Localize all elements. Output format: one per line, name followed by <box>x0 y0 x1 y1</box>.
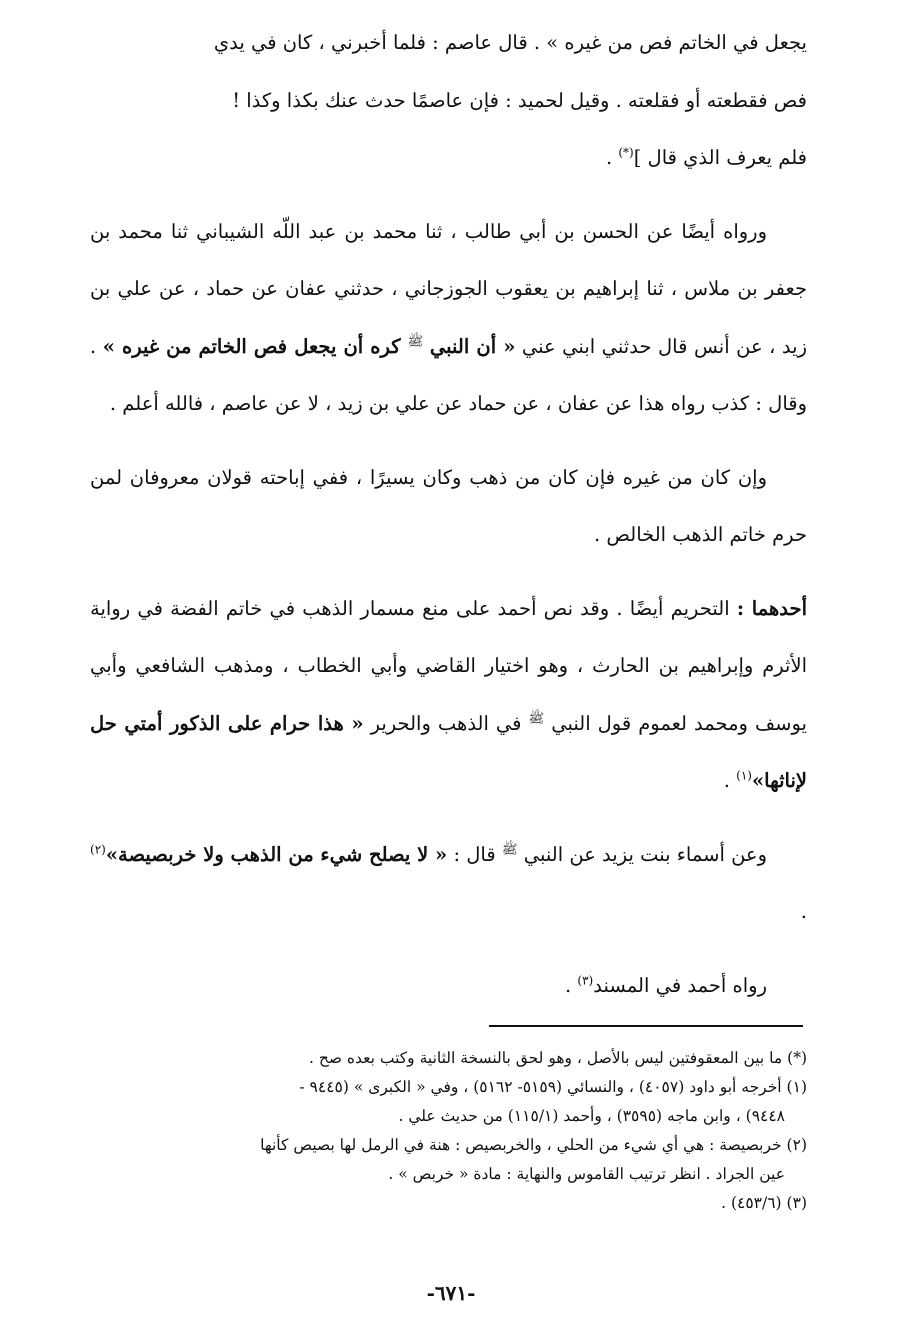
hadith-quote: « لا يصلح شيء من الذهب ولا خربصيصة» <box>105 842 448 866</box>
page-number: -٦٧١- <box>426 1281 476 1305</box>
paragraph-2 <box>90 203 807 433</box>
paragraph-1-line-2: فص فقطعته أو فقلعته . وقيل لحميد : فإن عاصمًا حدث عنك بكذا وكذا ! <box>232 88 807 112</box>
salutation-symbol: ﷺ <box>501 842 518 857</box>
footnote-ref-3: (٣) <box>577 973 594 987</box>
footnote-text: ما بين المعقوفتين ليس بالأصل ، وهو لحق بالنسخة الثانية وكتب بعده صح . <box>308 1049 783 1067</box>
paragraph-5-text-a: وعن أسماء بنت يزيد عن النبي <box>523 842 767 866</box>
footnote-marker: (٢) <box>786 1136 807 1154</box>
paragraph-4-end: . <box>723 769 737 792</box>
footnote-ref-2: (٢) <box>90 842 106 856</box>
hadith-quote-b: كره أن يجعل فص الخاتم من غيره » <box>102 334 408 358</box>
footnote-ref-1: (١) <box>736 768 752 783</box>
paragraph-5-end: . <box>800 900 807 923</box>
footnote-1 <box>92 1073 807 1131</box>
main-text <box>90 14 807 1014</box>
paragraph-6 <box>90 957 807 1015</box>
hadith-quote-a: « أن النبي <box>429 334 516 358</box>
footnote-continuation: عين الجراد . انظر ترتيب القاموس والنهاية : مادة « خربص » . <box>388 1165 785 1183</box>
paragraph-1-end: . <box>605 146 619 169</box>
paragraph-3 <box>90 449 807 564</box>
paragraph-2-text-b: . وقال : كذب رواه هذا عن عفان ، عن حماد عن علي بن زيد ، لا عن عاصم ، فالله أعلم . <box>90 334 807 415</box>
footnote-ref-star: (*) <box>618 145 634 160</box>
paragraph-4 <box>90 580 807 810</box>
footnote-star <box>92 1044 807 1073</box>
paragraph-3-text: وإن كان من غيره فإن كان من ذهب وكان يسيرًا ، ففي إباحته قولان معروفان لمن حرم خاتم الذهب الخالص . <box>90 465 807 546</box>
paragraph-4-lead: أحدهما : <box>736 596 807 620</box>
footnotes <box>92 1044 807 1218</box>
salutation-symbol: ﷺ <box>528 711 545 726</box>
paragraph-6-end: . <box>564 973 578 997</box>
paragraph-1-line-3: فلم يعرف الذي قال ] <box>633 146 807 169</box>
footnote-text: خربصيصة : هي أي شيء من الحلي ، والخربصيص : هنة في الرمل لها بصيص كأنها <box>260 1136 782 1154</box>
footnote-continuation: ٩٤٤٨) ، وابن ماجه (٣٥٩٥) ، وأحمد (١١٥/١) من حديث علي . <box>398 1107 785 1125</box>
paragraph-1 <box>90 14 807 187</box>
footnote-3 <box>92 1189 807 1218</box>
paragraph-4-text-a: التحريم أيضًا . وقد نص أحمد على منع مسمار الذهب في خاتم الفضة في رواية الأثرم وإبراهيم بن الحارث ، وهو اختيار القاضي وأبي الخطاب ، ومذهب الشافعي وأبي يوسف ومحمد لعموم قول النبي <box>90 596 807 735</box>
paragraph-5 <box>90 826 807 941</box>
footnote-marker: (١) <box>786 1078 807 1096</box>
footnote-marker: (٣) <box>786 1194 807 1212</box>
paragraph-4-text-b: في الذهب والحرير <box>363 711 529 735</box>
footnote-text: أخرجه أبو داود (٤٠٥٧) ، والنسائي (٥١٥٩- ٥١٦٢) ، وفي « الكبرى » (٩٤٤٥ - <box>299 1078 782 1096</box>
paragraph-1-line-1: يجعل في الخاتم فص من غيره » . قال عاصم : فلما أخبرني ، كان في يدي <box>213 31 807 54</box>
hadith-quote: « هذا حرام على الذكور أمتي حل لإناثها» <box>90 711 807 792</box>
paragraph-2-text-a: ورواه أيضًا عن الحسن بن أبي طالب ، ثنا محمد بن عبد اللّه الشيباني ثنا محمد بن جعفر بن ملاس ، ثنا إبراهيم بن يعقوب الجوزجاني ، حدثني عفان عن حماد ، عن علي بن زيد ، عن أنس قال حدثني ابني عني <box>90 219 808 358</box>
footnote-text: (٤٥٣/٦) . <box>721 1194 782 1212</box>
paragraph-6-text: رواه أحمد في المسند <box>593 973 767 997</box>
paragraph-5-text-b: قال : <box>447 842 502 866</box>
footnote-separator <box>489 1025 803 1027</box>
footnote-marker: (*) <box>787 1049 807 1067</box>
salutation-symbol: ﷺ <box>407 334 424 349</box>
footnote-2 <box>92 1131 807 1189</box>
